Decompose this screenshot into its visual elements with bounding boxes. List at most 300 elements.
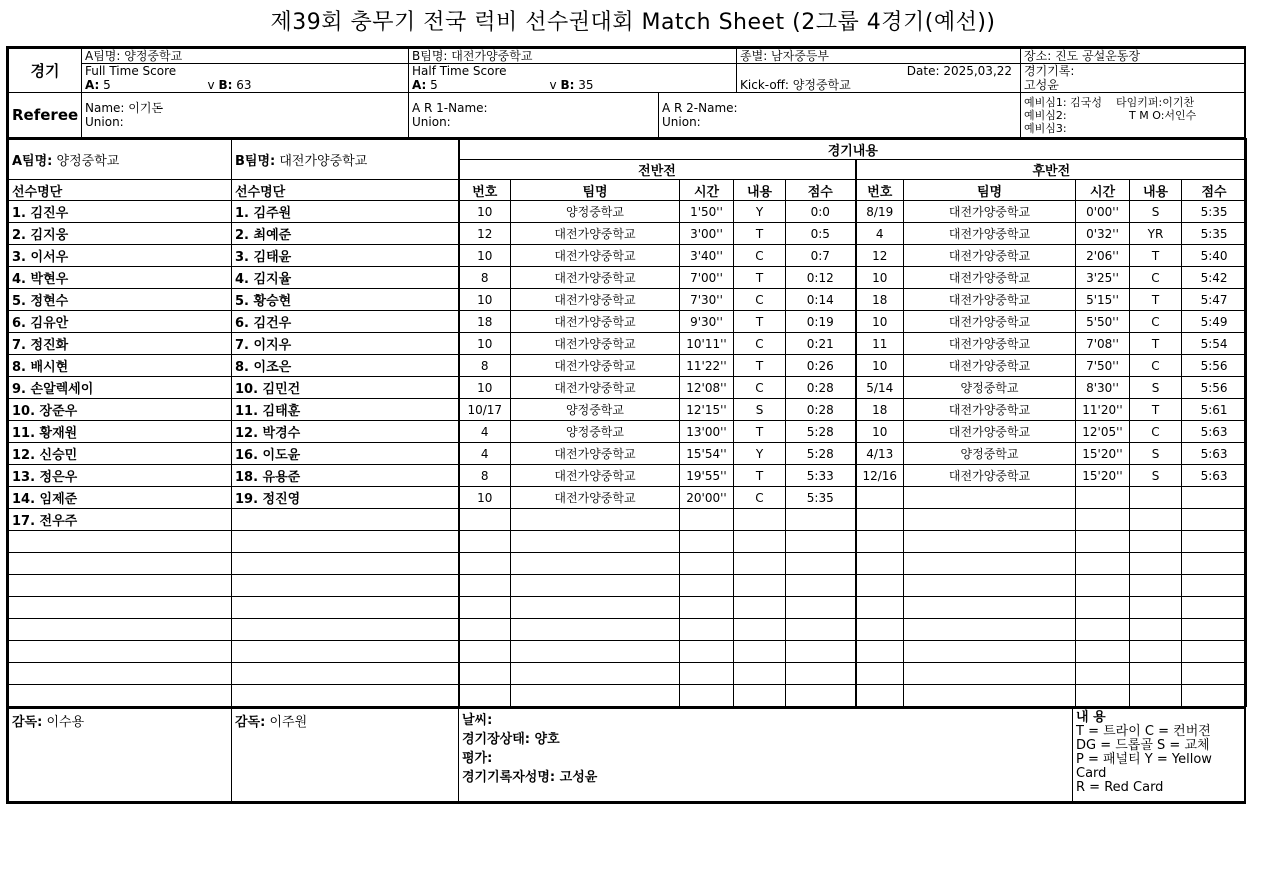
second-half-event-team (904, 553, 1076, 575)
b-team-info: B팀명: 대전가양중학교 (409, 49, 737, 64)
table-row (9, 597, 1247, 619)
first-half-event-score: 0:0 (786, 201, 856, 223)
second-half-event-score (1182, 597, 1247, 619)
second-half-event-type (1130, 663, 1182, 685)
first-half-event-team: 대전가양중학교 (511, 465, 680, 487)
second-half-event-type: YR (1130, 223, 1182, 245)
second-half-event-no: 4 (856, 223, 904, 245)
second-half-event-score: 5:63 (1182, 465, 1247, 487)
first-half-event-team: 대전가양중학교 (511, 311, 680, 333)
b-player-cell: 3. 김태윤 (232, 245, 459, 267)
second-half-event-type: C (1130, 267, 1182, 289)
a-player-cell (9, 531, 232, 553)
a-player-cell: 1. 김진우 (9, 201, 232, 223)
col-time-2: 시간 (1076, 180, 1130, 201)
second-half-event-team: 대전가양중학교 (904, 245, 1076, 267)
a-player-cell: 12. 신승민 (9, 443, 232, 465)
b-player-cell (232, 641, 459, 663)
first-half-event-time (680, 597, 734, 619)
first-half-event-time: 9'30'' (680, 311, 734, 333)
a-players-header: 선수명단 (9, 180, 232, 201)
second-half-event-score (1182, 641, 1247, 663)
first-half-event-time: 7'00'' (680, 267, 734, 289)
match-date: Date: 2025,03,22 (737, 64, 1021, 79)
legend: 내 용 T = 트라이 C = 컨버젼 DG = 드롭골 S = 교체 P = 패널티 Y = Yellow Card R = Red Card (1073, 708, 1245, 802)
first-half-event-type: T (734, 465, 786, 487)
a-player-cell: 8. 배시현 (9, 355, 232, 377)
table-row (9, 663, 1247, 685)
second-half-event-no: 10 (856, 355, 904, 377)
referee-label: Referee (9, 93, 82, 138)
second-half-event-score (1182, 575, 1247, 597)
page-title: 제39회 충무기 전국 럭비 선수권대회 Match Sheet (2그룹 4경기(예선)) (270, 10, 996, 35)
first-half-event-no: 18 (459, 311, 511, 333)
second-half-event-score: 5:49 (1182, 311, 1247, 333)
second-half-event-score (1182, 487, 1247, 509)
second-half-event-time: 15'20'' (1076, 465, 1130, 487)
table-row (9, 509, 1247, 531)
first-half-event-no: 10/17 (459, 399, 511, 421)
b-player-cell (232, 619, 459, 641)
first-half-event-no: 4 (459, 421, 511, 443)
first-half-event-no: 10 (459, 201, 511, 223)
first-half-event-score: 0:5 (786, 223, 856, 245)
table-row (9, 399, 1247, 421)
first-half-event-time: 13'00'' (680, 421, 734, 443)
first-half-event-no: 10 (459, 333, 511, 355)
second-half-event-time: 5'50'' (1076, 311, 1130, 333)
first-half-event-team (511, 641, 680, 663)
second-half-event-score (1182, 553, 1247, 575)
col-time-1: 시간 (680, 180, 734, 201)
second-half-event-team: 양정중학교 (904, 443, 1076, 465)
b-player-cell (232, 663, 459, 685)
first-half-event-score: 5:28 (786, 443, 856, 465)
table-row (9, 377, 1247, 399)
first-half-event-score: 0:7 (786, 245, 856, 267)
table-row (9, 531, 1247, 553)
second-half-event-team: 대전가양중학교 (904, 267, 1076, 289)
table-row (9, 443, 1247, 465)
table-row (9, 289, 1247, 311)
b-team-header: B팀명: 대전가양중학교 (232, 139, 459, 180)
first-half-event-no: 12 (459, 223, 511, 245)
first-half-event-time: 12'08'' (680, 377, 734, 399)
first-half-event-no (459, 575, 511, 597)
b-player-cell: 8. 이조은 (232, 355, 459, 377)
first-half-event-score (786, 509, 856, 531)
col-no-1: 번호 (459, 180, 511, 201)
second-half-event-type (1130, 531, 1182, 553)
a-player-cell: 14. 임제준 (9, 487, 232, 509)
second-half-event-no (856, 531, 904, 553)
second-half-event-team (904, 487, 1076, 509)
first-half-event-type: T (734, 223, 786, 245)
second-half-event-team (904, 597, 1076, 619)
second-half-event-team (904, 663, 1076, 685)
second-half-event-score: 5:40 (1182, 245, 1247, 267)
a-player-cell: 17. 전우주 (9, 509, 232, 531)
first-half-event-type: T (734, 311, 786, 333)
second-half-event-no (856, 685, 904, 707)
second-half-event-time: 0'00'' (1076, 201, 1130, 223)
first-half-header: 전반전 (459, 160, 856, 180)
first-half-event-type: S (734, 399, 786, 421)
first-half-event-type (734, 531, 786, 553)
reserve-officials: 예비심1: 김국성 타임키퍼:이기찬 예비심2: T M O:서인수 예비심3: (1021, 93, 1245, 138)
second-half-event-score (1182, 619, 1247, 641)
first-half-event-team: 대전가양중학교 (511, 289, 680, 311)
first-half-event-type: T (734, 421, 786, 443)
second-half-event-score: 5:35 (1182, 201, 1247, 223)
first-half-event-no: 4 (459, 443, 511, 465)
table-row (9, 487, 1247, 509)
first-half-event-type: C (734, 245, 786, 267)
first-half-event-team (511, 685, 680, 707)
second-half-event-time: 12'05'' (1076, 421, 1130, 443)
second-half-event-time: 7'08'' (1076, 333, 1130, 355)
table-row (9, 245, 1247, 267)
first-half-event-time: 15'54'' (680, 443, 734, 465)
second-half-event-team (904, 619, 1076, 641)
second-half-event-type (1130, 509, 1182, 531)
first-half-event-time: 1'50'' (680, 201, 734, 223)
first-half-event-no: 8 (459, 267, 511, 289)
second-half-event-type: C (1130, 421, 1182, 443)
a-player-cell: 7. 정진화 (9, 333, 232, 355)
first-half-event-score (786, 663, 856, 685)
second-half-event-type: S (1130, 443, 1182, 465)
first-half-event-no (459, 641, 511, 663)
second-half-event-no (856, 597, 904, 619)
second-half-event-team (904, 575, 1076, 597)
second-half-event-time: 8'30'' (1076, 377, 1130, 399)
second-half-event-no: 12/16 (856, 465, 904, 487)
b-player-cell: 10. 김민건 (232, 377, 459, 399)
first-half-event-time: 11'22'' (680, 355, 734, 377)
col-type-1: 내용 (734, 180, 786, 201)
first-half-event-no (459, 531, 511, 553)
first-half-event-no (459, 509, 511, 531)
first-half-event-type: C (734, 487, 786, 509)
a-player-cell (9, 597, 232, 619)
second-half-event-team: 대전가양중학교 (904, 311, 1076, 333)
a-player-cell: 6. 김유안 (9, 311, 232, 333)
first-half-event-score: 5:28 (786, 421, 856, 443)
second-half-event-team (904, 685, 1076, 707)
second-half-event-type (1130, 685, 1182, 707)
col-team-2: 팀명 (904, 180, 1076, 201)
first-half-event-score (786, 619, 856, 641)
first-half-event-score (786, 531, 856, 553)
first-half-event-time: 12'15'' (680, 399, 734, 421)
a-player-cell (9, 663, 232, 685)
a-player-cell (9, 553, 232, 575)
second-half-event-no: 11 (856, 333, 904, 355)
second-half-event-no (856, 575, 904, 597)
first-half-event-type: T (734, 267, 786, 289)
a-player-cell (9, 641, 232, 663)
col-type-2: 내용 (1130, 180, 1182, 201)
first-half-event-score (786, 641, 856, 663)
referee-info: Name: 이기돈 Union: (82, 93, 409, 138)
second-half-event-team (904, 641, 1076, 663)
second-half-event-no (856, 663, 904, 685)
first-half-event-team: 대전가양중학교 (511, 355, 680, 377)
second-half-event-no: 12 (856, 245, 904, 267)
first-half-event-team: 대전가양중학교 (511, 245, 680, 267)
field-condition: 경기장상태: 양호 (462, 732, 560, 747)
second-half-event-time (1076, 531, 1130, 553)
first-half-event-score (786, 553, 856, 575)
second-half-event-type (1130, 553, 1182, 575)
first-half-event-team: 양정중학교 (511, 399, 680, 421)
a-team-header: A팀명: 양정중학교 (9, 139, 232, 180)
recorder-name: 고성윤 (1021, 78, 1245, 93)
table-row (9, 553, 1247, 575)
b-player-cell: 1. 김주원 (232, 201, 459, 223)
second-half-event-time (1076, 597, 1130, 619)
second-half-event-team (904, 531, 1076, 553)
second-half-event-time (1076, 575, 1130, 597)
first-half-event-no: 8 (459, 465, 511, 487)
first-half-event-team: 대전가양중학교 (511, 333, 680, 355)
first-half-event-score: 0:28 (786, 399, 856, 421)
first-half-event-type: C (734, 333, 786, 355)
kickoff-info: Kick-off: 양정중학교 (737, 78, 1021, 93)
second-half-event-time (1076, 509, 1130, 531)
first-half-event-team (511, 531, 680, 553)
second-half-event-no (856, 553, 904, 575)
match-label: 경기 (9, 49, 82, 93)
table-row (9, 201, 1247, 223)
second-half-header: 후반전 (856, 160, 1247, 180)
second-half-event-time: 15'20'' (1076, 443, 1130, 465)
table-row (9, 267, 1247, 289)
second-half-event-no (856, 487, 904, 509)
second-half-event-time (1076, 487, 1130, 509)
b-player-cell: 2. 최예준 (232, 223, 459, 245)
a-player-cell: 2. 김지웅 (9, 223, 232, 245)
table-row (9, 575, 1247, 597)
first-half-event-type (734, 553, 786, 575)
first-half-event-time (680, 531, 734, 553)
first-half-event-team (511, 663, 680, 685)
table-row (9, 685, 1247, 707)
first-half-event-score (786, 685, 856, 707)
match-sheet (6, 46, 1246, 804)
half-time-score: A: 5 v B: 35 (409, 78, 737, 93)
first-half-event-type (734, 509, 786, 531)
first-half-event-team (511, 553, 680, 575)
second-half-event-type: S (1130, 377, 1182, 399)
second-half-event-score (1182, 509, 1247, 531)
table-row (9, 355, 1247, 377)
first-half-event-team: 양정중학교 (511, 201, 680, 223)
first-half-event-score: 0:21 (786, 333, 856, 355)
weather: 날씨: (462, 713, 493, 728)
first-half-event-no (459, 597, 511, 619)
second-half-event-type: S (1130, 465, 1182, 487)
category-info: 종별: 남자중등부 (737, 49, 1021, 64)
first-half-event-type: Y (734, 443, 786, 465)
first-half-event-type: T (734, 355, 786, 377)
second-half-event-team: 대전가양중학교 (904, 201, 1076, 223)
second-half-event-no: 5/14 (856, 377, 904, 399)
first-half-event-no (459, 685, 511, 707)
first-half-event-no (459, 619, 511, 641)
a-player-cell (9, 619, 232, 641)
match-conditions (459, 708, 1073, 802)
a-player-cell: 10. 장준우 (9, 399, 232, 421)
first-half-event-time (680, 685, 734, 707)
a-player-cell: 11. 황재원 (9, 421, 232, 443)
first-half-event-type: C (734, 289, 786, 311)
record-label: 경기기록: (1021, 64, 1245, 79)
second-half-event-team: 대전가양중학교 (904, 399, 1076, 421)
second-half-event-score: 5:56 (1182, 355, 1247, 377)
b-player-cell: 12. 박경수 (232, 421, 459, 443)
second-half-event-team: 대전가양중학교 (904, 333, 1076, 355)
b-player-cell (232, 685, 459, 707)
second-half-event-team (904, 509, 1076, 531)
first-half-event-score (786, 597, 856, 619)
first-half-event-score: 0:26 (786, 355, 856, 377)
second-half-event-team: 대전가양중학교 (904, 223, 1076, 245)
second-half-event-time (1076, 641, 1130, 663)
second-half-event-type: T (1130, 333, 1182, 355)
second-half-event-type: C (1130, 355, 1182, 377)
second-half-event-no: 18 (856, 399, 904, 421)
first-half-event-time: 19'55'' (680, 465, 734, 487)
second-half-event-type: T (1130, 289, 1182, 311)
a-player-cell: 4. 박현우 (9, 267, 232, 289)
table-row (9, 311, 1247, 333)
b-players-header: 선수명단 (232, 180, 459, 201)
second-half-event-time (1076, 619, 1130, 641)
a-player-cell (9, 685, 232, 707)
first-half-event-team (511, 575, 680, 597)
first-half-event-no (459, 663, 511, 685)
match-info-table (8, 48, 1245, 138)
second-half-event-score: 5:63 (1182, 443, 1247, 465)
second-half-event-time: 0'32'' (1076, 223, 1130, 245)
first-half-event-score: 5:35 (786, 487, 856, 509)
second-half-event-time (1076, 663, 1130, 685)
second-half-event-type (1130, 641, 1182, 663)
second-half-event-no: 10 (856, 421, 904, 443)
second-half-event-time: 3'25'' (1076, 267, 1130, 289)
first-half-event-no: 8 (459, 355, 511, 377)
b-player-cell: 16. 이도윤 (232, 443, 459, 465)
b-player-cell: 19. 정진영 (232, 487, 459, 509)
first-half-event-score: 5:33 (786, 465, 856, 487)
half-time-label: Half Time Score (409, 64, 737, 79)
first-half-event-no: 10 (459, 377, 511, 399)
second-half-event-type (1130, 487, 1182, 509)
a-player-cell: 9. 손알렉세이 (9, 377, 232, 399)
second-half-event-type (1130, 575, 1182, 597)
second-half-event-no: 18 (856, 289, 904, 311)
second-half-event-score: 5:35 (1182, 223, 1247, 245)
first-half-event-no: 10 (459, 487, 511, 509)
first-half-event-team (511, 597, 680, 619)
first-half-event-type (734, 619, 786, 641)
first-half-event-score: 0:14 (786, 289, 856, 311)
first-half-event-time (680, 553, 734, 575)
first-half-event-team (511, 619, 680, 641)
first-half-event-team (511, 509, 680, 531)
col-score-1: 점수 (786, 180, 856, 201)
col-team-1: 팀명 (511, 180, 680, 201)
second-half-event-time: 2'06'' (1076, 245, 1130, 267)
first-half-event-type: Y (734, 201, 786, 223)
first-half-event-time (680, 509, 734, 531)
first-half-event-time (680, 619, 734, 641)
b-player-cell: 4. 김지율 (232, 267, 459, 289)
second-half-event-type (1130, 597, 1182, 619)
a-team-info: A팀명: 양정중학교 (82, 49, 409, 64)
second-half-event-team: 대전가양중학교 (904, 289, 1076, 311)
table-row (9, 641, 1247, 663)
second-half-event-no: 10 (856, 267, 904, 289)
second-half-event-time: 5'15'' (1076, 289, 1130, 311)
first-half-event-time: 7'30'' (680, 289, 734, 311)
b-player-cell (232, 509, 459, 531)
b-coach: 감독: 이주원 (232, 708, 459, 802)
b-player-cell: 18. 유용준 (232, 465, 459, 487)
venue-info: 장소: 진도 공설운동장 (1021, 49, 1245, 64)
second-half-event-team: 대전가양중학교 (904, 421, 1076, 443)
second-half-event-no (856, 619, 904, 641)
first-half-event-time (680, 641, 734, 663)
b-player-cell: 7. 이지우 (232, 333, 459, 355)
first-half-event-team: 대전가양중학교 (511, 267, 680, 289)
second-half-event-type (1130, 619, 1182, 641)
col-no-2: 번호 (856, 180, 904, 201)
second-half-event-score (1182, 663, 1247, 685)
first-half-event-time: 10'11'' (680, 333, 734, 355)
second-half-event-score: 5:56 (1182, 377, 1247, 399)
second-half-event-score: 5:47 (1182, 289, 1247, 311)
b-player-cell (232, 575, 459, 597)
ar2-info: A R 2-Name: Union: (659, 93, 1021, 138)
table-row (9, 223, 1247, 245)
full-time-label: Full Time Score (82, 64, 409, 79)
b-player-cell (232, 553, 459, 575)
full-time-score: A: 5 v B: 63 (82, 78, 409, 93)
content-header: 경기내용 (459, 139, 1247, 160)
second-half-event-team: 대전가양중학교 (904, 465, 1076, 487)
first-half-event-time (680, 575, 734, 597)
second-half-event-time: 11'20'' (1076, 399, 1130, 421)
second-half-event-type: T (1130, 245, 1182, 267)
b-player-cell: 5. 황승현 (232, 289, 459, 311)
first-half-event-team: 대전가양중학교 (511, 443, 680, 465)
second-half-event-no: 10 (856, 311, 904, 333)
first-half-event-time (680, 663, 734, 685)
first-half-event-team: 대전가양중학교 (511, 223, 680, 245)
first-half-event-team: 양정중학교 (511, 421, 680, 443)
col-score-2: 점수 (1182, 180, 1247, 201)
first-half-event-score (786, 575, 856, 597)
first-half-event-no (459, 553, 511, 575)
b-player-cell (232, 531, 459, 553)
first-half-event-time: 3'40'' (680, 245, 734, 267)
second-half-event-no (856, 641, 904, 663)
a-player-cell: 13. 정은우 (9, 465, 232, 487)
second-half-event-no: 4/13 (856, 443, 904, 465)
